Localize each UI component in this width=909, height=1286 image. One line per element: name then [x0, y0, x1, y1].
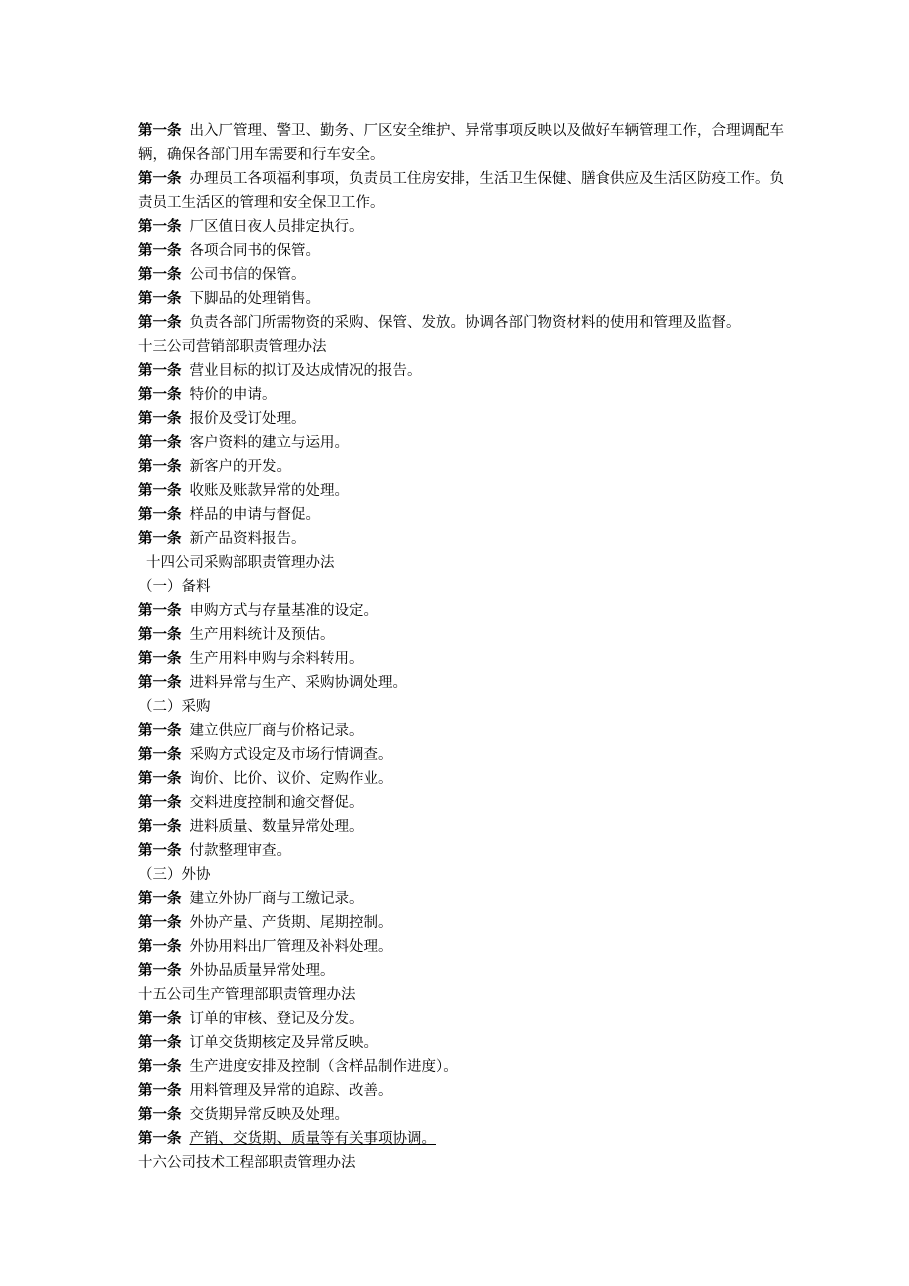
- article-line: [138, 239, 798, 263]
- article-label: 第一条: [138, 651, 182, 667]
- article-label: 第一条: [138, 771, 182, 787]
- section-heading: 十三公司营销部职责管理办法: [138, 339, 327, 355]
- article-line: [138, 1127, 798, 1151]
- article-label: 第一条: [138, 723, 182, 739]
- article-label: 第一条: [138, 123, 182, 139]
- article-text: 出入厂管理、警卫、勤务、厂区安全维护、异常事项反映以及做好车辆管理工作，合理调配车辆，确保各部门用车需要和行车安全。: [138, 123, 784, 163]
- article-text: 交货期异常反映及处理。: [189, 1107, 349, 1123]
- article-label: 第一条: [138, 939, 182, 955]
- article-line: [138, 671, 798, 695]
- article-text: 建立外协厂商与工缴记录。: [189, 891, 364, 907]
- article-label: 第一条: [138, 1083, 182, 1099]
- article-label: 第一条: [138, 315, 182, 331]
- article-line: [138, 1007, 798, 1031]
- article-text: 报价及受订处理。: [189, 411, 306, 427]
- article-line: [138, 791, 798, 815]
- article-line: [138, 263, 798, 287]
- article-line: [138, 623, 798, 647]
- article-label: 第一条: [138, 1011, 182, 1027]
- article-label: 第一条: [138, 1035, 182, 1051]
- article-text: 建立供应厂商与价格记录。: [189, 723, 364, 739]
- subsection-heading: （三）外协: [138, 867, 211, 883]
- article-label: 第一条: [138, 963, 182, 979]
- article-line: [138, 1103, 798, 1127]
- article-line: [138, 935, 798, 959]
- article-label: 第一条: [138, 531, 182, 547]
- article-line: [138, 431, 798, 455]
- document-page: [138, 119, 798, 1175]
- article-label: 第一条: [138, 819, 182, 835]
- article-text: 交料进度控制和逾交督促。: [189, 795, 364, 811]
- article-line: [138, 503, 798, 527]
- article-text: 新客户的开发。: [189, 459, 291, 475]
- article-label: 第一条: [138, 459, 182, 475]
- article-text: 付款整理审查。: [189, 843, 291, 859]
- article-label: 第一条: [138, 603, 182, 619]
- article-line: [138, 383, 798, 407]
- article-text: 厂区值日夜人员排定执行。: [189, 219, 364, 235]
- article-label: 第一条: [138, 1131, 182, 1147]
- article-label: 第一条: [138, 795, 182, 811]
- article-text: 订单交货期核定及异常反映。: [189, 1035, 378, 1051]
- article-label: 第一条: [138, 411, 182, 427]
- article-text: 负责各部门所需物资的采购、保管、发放。协调各部门物资材料的使用和管理及监督。: [189, 315, 741, 331]
- article-label: 第一条: [138, 915, 182, 931]
- article-line: [138, 1079, 798, 1103]
- article-label: 第一条: [138, 267, 182, 283]
- article-text: 各项合同书的保管。: [189, 243, 320, 259]
- article-text: 申购方式与存量基准的设定。: [189, 603, 378, 619]
- article-text: 进料质量、数量异常处理。: [189, 819, 364, 835]
- article-line: [138, 479, 798, 503]
- article-text: 用料管理及异常的追踪、改善。: [189, 1083, 393, 1099]
- article-text: 外协产量、产货期、尾期控制。: [189, 915, 393, 931]
- article-text: 外协品质量异常处理。: [189, 963, 335, 979]
- article-line: [138, 599, 798, 623]
- article-label: 第一条: [138, 387, 182, 403]
- article-line: [138, 359, 798, 383]
- article-text: 外协用料出厂管理及补料处理。: [189, 939, 393, 955]
- article-line: [138, 167, 798, 215]
- article-label: 第一条: [138, 843, 182, 859]
- article-label: 第一条: [138, 291, 182, 307]
- article-label: 第一条: [138, 435, 182, 451]
- article-label: 第一条: [138, 627, 182, 643]
- article-line: [138, 647, 798, 671]
- article-label: 第一条: [138, 243, 182, 259]
- article-line: [138, 815, 798, 839]
- article-line: [138, 839, 798, 863]
- article-text: 生产用料申购与余料转用。: [189, 651, 364, 667]
- section-heading: 十四公司采购部职责管理办法: [146, 555, 335, 571]
- article-line: [138, 743, 798, 767]
- section-heading: 十五公司生产管理部职责管理办法: [138, 987, 356, 1003]
- article-text: 订单的审核、登记及分发。: [189, 1011, 364, 1027]
- article-text: 生产进度安排及控制（含样品制作进度）。: [189, 1059, 458, 1075]
- article-line: [138, 287, 798, 311]
- article-text: 进料异常与生产、采购协调处理。: [189, 675, 407, 691]
- article-text: 采购方式设定及市场行情调查。: [189, 747, 393, 763]
- article-label: 第一条: [138, 363, 182, 379]
- article-line: [138, 719, 798, 743]
- article-text: 样品的申请与督促。: [189, 507, 320, 523]
- article-label: 第一条: [138, 1059, 182, 1075]
- article-text: 询价、比价、议价、定购作业。: [189, 771, 393, 787]
- article-label: 第一条: [138, 891, 182, 907]
- section-heading: 十六公司技术工程部职责管理办法: [138, 1155, 356, 1171]
- article-text: 公司书信的保管。: [189, 267, 306, 283]
- article-line: [138, 911, 798, 935]
- article-text: 收账及账款异常的处理。: [189, 483, 349, 499]
- article-line: [138, 455, 798, 479]
- article-text: 营业目标的拟订及达成情况的报告。: [189, 363, 422, 379]
- article-label: 第一条: [138, 675, 182, 691]
- article-line: [138, 527, 798, 551]
- article-line: [138, 767, 798, 791]
- article-line: [138, 407, 798, 431]
- article-line: [138, 887, 798, 911]
- article-text: 生产用料统计及预估。: [189, 627, 335, 643]
- article-line: [138, 1055, 798, 1079]
- article-text: 新产品资料报告。: [189, 531, 306, 547]
- subsection-heading: （二）采购: [138, 699, 211, 715]
- article-line: [138, 1031, 798, 1055]
- article-line: [138, 215, 798, 239]
- article-line: [138, 959, 798, 983]
- article-label: 第一条: [138, 171, 182, 187]
- article-label: 第一条: [138, 219, 182, 235]
- article-text-underlined: 产销、交货期、质量等有关事项协调。: [189, 1131, 436, 1147]
- article-label: 第一条: [138, 747, 182, 763]
- article-line: [138, 119, 798, 167]
- article-text: 下脚品的处理销售。: [189, 291, 320, 307]
- article-line: [138, 311, 798, 335]
- subsection-heading: （一）备料: [138, 579, 211, 595]
- article-label: 第一条: [138, 1107, 182, 1123]
- article-text: 办理员工各项福利事项，负责员工住房安排，生活卫生保健、膳食供应及生活区防疫工作。负责员工生活区的管理和安全保卫工作。: [138, 171, 784, 211]
- article-text: 特价的申请。: [189, 387, 277, 403]
- article-text: 客户资料的建立与运用。: [189, 435, 349, 451]
- article-label: 第一条: [138, 507, 182, 523]
- article-label: 第一条: [138, 483, 182, 499]
